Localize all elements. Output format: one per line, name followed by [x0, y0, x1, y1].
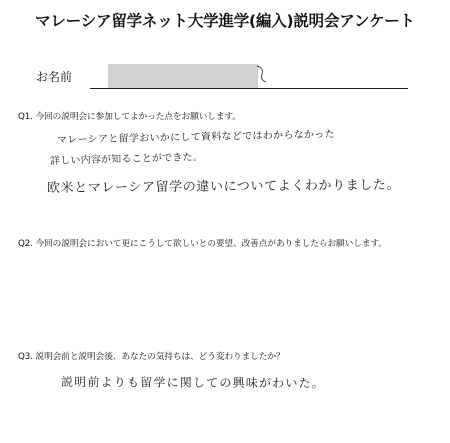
name-label: お名前 [36, 70, 73, 84]
answer-1-line-1: マレーシアと留学おいかにして資料などではわからなかった [56, 129, 336, 146]
answer-3-line-1: 説明前よりも留学に関しての興味がわいた。 [60, 375, 326, 391]
name-handwriting-fragment [255, 62, 269, 86]
question-2: Q2. 今回の説明会において更にこうして欲しいとの要望、改善点がありましたらお願いします。 [18, 239, 387, 249]
redacted-name-block [108, 64, 258, 88]
answer-1-line-2: 詳しい内容が知ることができた。 [49, 151, 204, 167]
form-title: マレーシア留学ネット大学進学(編入)説明会アンケート [35, 12, 415, 30]
name-underline [90, 88, 408, 89]
answer-1-line-3: 欧米とマレーシア留学の違いについてよくわかりました。 [46, 177, 401, 196]
question-3: Q3. 説明会前と説明会後、あなたの気持ちは、どう変わりましたか？ [18, 352, 285, 362]
question-1: Q1. 今回の説明会に参加してよかった点をお願いします。 [18, 112, 241, 122]
